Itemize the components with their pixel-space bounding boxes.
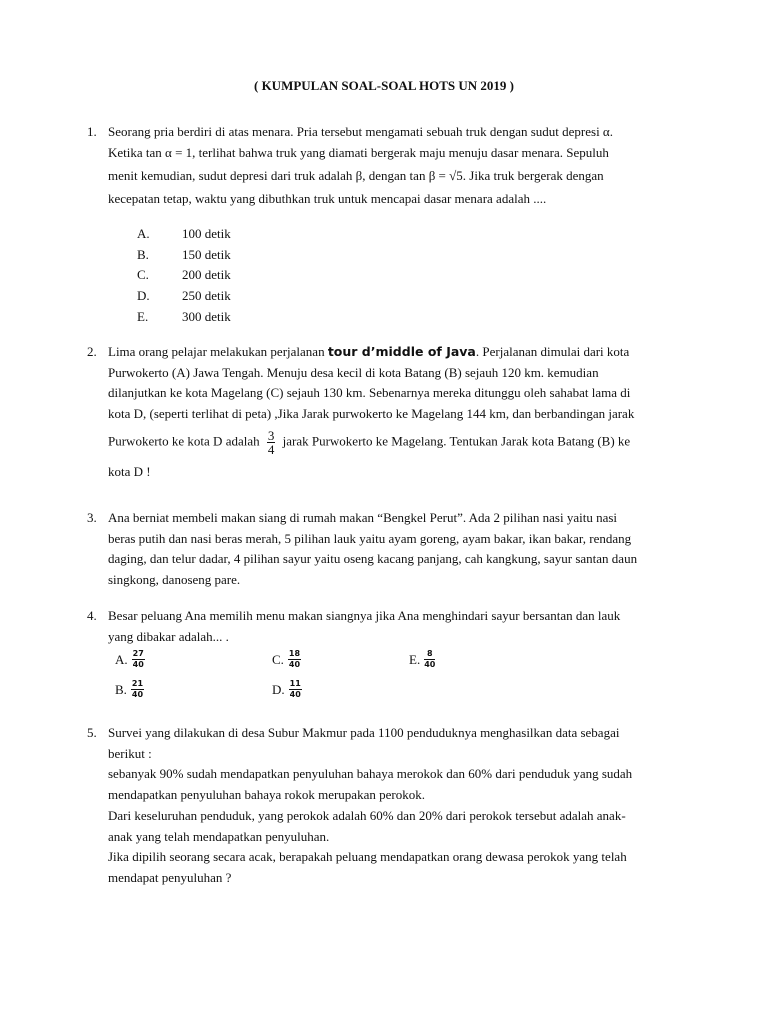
- question-text-line: Seorang pria berdiri di atas menara. Pria tersebut mengamati sebuah truk dengan sudut depresi α.: [108, 124, 613, 139]
- question-1: [87, 122, 677, 328]
- fraction-denominator: 40: [131, 690, 144, 700]
- answer-options: [94, 649, 677, 709]
- question-number: 2.: [87, 344, 97, 359]
- fraction-denominator: 40: [424, 660, 436, 670]
- question-text-line: daging, dan telur dadar, 4 pilihan sayur yaitu oseng kacang panjang, cah kangkung, sayur santan daun: [108, 551, 638, 567]
- answer-option-d: [272, 679, 302, 700]
- question-text-line: kecepatan tetap, waktu yang dibuthkan truk untuk mencapai dasar menara adalah ....: [108, 191, 547, 207]
- option-letter: B.: [137, 246, 149, 262]
- question-text-line: kota D, (seperti terlihat di peta) ,Jika Jarak purwokerto ke Magelang 144 km, dan berbandingan jarak: [108, 406, 635, 422]
- fraction-denominator: 40: [288, 660, 301, 670]
- option-letter: E.: [137, 309, 149, 324]
- question-text-line: menit kemudian, sudut depresi dari truk adalah β, dengan tan β = √5. Jika truk bergerak dengan: [108, 168, 604, 184]
- question-text-line: Ana berniat membeli makan siang di rumah makan “Bengkel Perut”. Ada 2 pilihan nasi yaitu nasi: [108, 510, 618, 525]
- fraction-numerator: 3: [267, 427, 275, 443]
- answer-option-a: [137, 224, 677, 245]
- question-number: 5.: [87, 725, 97, 740]
- fraction-numerator: 8: [424, 649, 435, 660]
- option-text: 150 detik: [182, 246, 231, 262]
- option-letter: D.: [137, 288, 150, 304]
- question-2: [87, 342, 677, 483]
- fraction-denominator: 40: [289, 690, 301, 700]
- question-text-line: Purwokerto (A) Jawa Tengah. Menuju desa kecil di kota Batang (B) sejauh 120 km. kemudian: [108, 364, 599, 380]
- answer-option-c: [137, 265, 677, 286]
- question-number: 1.: [87, 124, 97, 139]
- option-text: 100 detik: [182, 225, 231, 241]
- option-letter: B.: [115, 681, 127, 697]
- fraction-numerator: 27: [132, 649, 144, 659]
- fraction-denominator: 4: [267, 441, 275, 457]
- fraction: [131, 679, 144, 700]
- answer-options: [137, 224, 677, 328]
- option-text: 300 detik: [182, 309, 231, 324]
- question-number: 3.: [87, 510, 97, 525]
- answer-option-e: [137, 307, 677, 328]
- fraction: [267, 429, 276, 456]
- fraction-numerator: 21: [131, 679, 144, 689]
- fraction: [132, 649, 145, 670]
- fraction: [289, 679, 302, 700]
- option-text: 250 detik: [182, 288, 231, 304]
- question-text-line: Jika dipilih seorang secara acak, berapakah peluang mendapatkan orang dewasa perokok yang telah: [108, 849, 627, 865]
- question-text-line: mendapat penyuluhan ?: [108, 869, 232, 885]
- question-text-line: Survei yang dilakukan di desa Subur Makmur pada 1100 penduduknya menghasilkan data sebagai: [108, 725, 620, 740]
- option-letter: C.: [272, 651, 284, 667]
- option-text: 200 detik: [182, 267, 231, 283]
- text-segment: . Perjalanan dimulai dari kota: [475, 344, 630, 359]
- answer-option-a: [115, 649, 145, 670]
- text-segment: Lima orang pelajar melakukan perjalanan: [108, 344, 328, 359]
- question-text-line: Dari keseluruhan penduduk, yang perokok adalah 60% dan 20% dari perokok tersebut adalah anak-: [108, 807, 626, 823]
- question-number: 4.: [87, 608, 97, 623]
- question-text-line: Ketika tan α = 1, terlihat bahwa truk yang diamati bergerak maju menuju dasar menara. Sepuluh: [108, 144, 609, 160]
- fraction: [288, 649, 301, 670]
- question-text-line: mendapatkan penyuluhan bahaya rokok merupakan perokok.: [108, 787, 425, 803]
- option-letter: E.: [409, 651, 421, 667]
- option-letter: A.: [115, 651, 128, 667]
- answer-option-e: [409, 649, 435, 670]
- page-title: ( KUMPULAN SOAL-SOAL HOTS UN 2019 ): [253, 78, 515, 93]
- question-text-line: sebanyak 90% sudah mendapatkan penyuluhan bahaya merokok dan 60% dari penduduk yang sudah: [108, 766, 633, 782]
- question-text-line: berikut :: [108, 745, 152, 761]
- tour-name: tour d’middle of Java: [327, 344, 476, 359]
- question-text-line: anak yang telah mendapatkan penyuluhan.: [108, 828, 330, 844]
- question-text-line: beras putih dan nasi beras merah, 5 pilihan lauk yaitu ayam goreng, ayam bakar, ikan bakar, rendang: [108, 530, 632, 546]
- fraction-denominator: 40: [132, 660, 144, 670]
- text-segment: Purwokerto ke kota D adalah: [108, 433, 260, 449]
- question-text-line: [108, 342, 677, 363]
- answer-option-c: [272, 649, 301, 670]
- option-letter: C.: [137, 267, 149, 283]
- question-3: [87, 508, 677, 591]
- question-text-line: [108, 429, 677, 456]
- question-4: [87, 606, 677, 709]
- fraction-numerator: 11: [289, 679, 301, 689]
- fraction-numerator: 18: [288, 649, 301, 659]
- answer-option-b: [137, 245, 677, 266]
- question-text-line: yang dibakar adalah... .: [108, 628, 229, 644]
- question-5: [87, 723, 677, 889]
- option-letter: D.: [272, 681, 285, 697]
- question-text-line: Besar peluang Ana memilih menu makan siangnya jika Ana menghindari sayur bersantan dan lauk: [108, 608, 621, 623]
- answer-option-d: [137, 286, 677, 307]
- question-text-line: dilanjutkan ke kota Magelang (C) sejauh 130 km. Sebenarnya mereka ditunggu oleh sahabat lama di: [108, 385, 631, 401]
- question-text-line: kota D !: [108, 463, 151, 479]
- option-letter: A.: [137, 225, 150, 241]
- fraction: [424, 649, 435, 670]
- question-text-line: singkong, danoseng pare.: [108, 572, 241, 588]
- text-segment: jarak Purwokerto ke Magelang. Tentukan Jarak kota Batang (B) ke: [282, 433, 631, 449]
- answer-option-b: [115, 679, 144, 700]
